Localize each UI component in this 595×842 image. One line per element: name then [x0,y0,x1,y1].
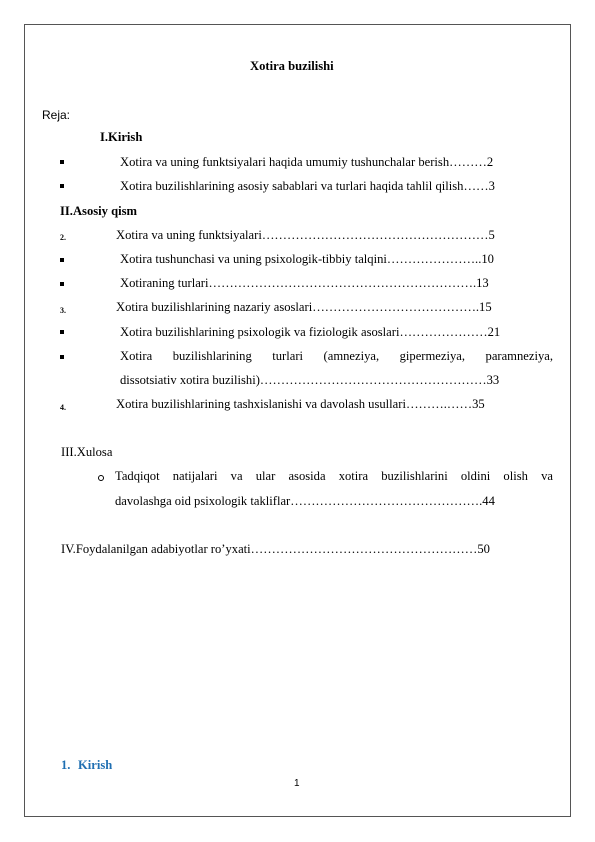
toc-entry[interactable]: Xotira buzilishlarining psixologik va fiziologik asoslari…………………21 [120,325,501,339]
section-3-heading: III.Xulosa [61,445,113,459]
list-number: 2. [60,233,66,242]
toc-entry-justified[interactable] [115,468,553,484]
reja-label: Reja: [42,108,71,122]
bullet-icon [60,355,64,359]
toc-word: ular [255,469,276,483]
toc-word: turlari [272,349,304,363]
toc-word: Xotira [120,349,153,363]
bullet-icon [60,258,64,262]
list-number: 3. [60,306,66,315]
toc-entry[interactable]: Xotira buzilishlarining tashxislanishi va davolash usullari……….……35 [116,397,485,411]
toc-word: xotira [338,469,369,483]
toc-word: natijalari [172,469,218,483]
toc-word: va [230,469,243,483]
document-title: Xotira buzilishi [250,59,334,73]
toc-entry[interactable]: Xotira va uning funktsiyalari………………………………………………5 [116,228,495,242]
section-2-heading: II.Asosiy qism [60,204,137,218]
bullet-icon [60,160,64,164]
toc-word: buzilishlarining [172,349,252,363]
section-1-heading: I.Kirish [100,130,143,144]
toc-entry[interactable]: Xotira buzilishlarining asosiy sabablari va turlari haqida tahlil qilish……3 [120,179,495,193]
toc-word: buzilishlarini [381,469,448,483]
toc-entry-continuation[interactable]: davolashga oid psixologik takliflar……………………………………….44 [115,494,495,508]
toc-entry[interactable]: Xotiraning turlari……………………………………………………….13 [120,276,489,290]
toc-entry[interactable]: Xotira va uning funktsiyalari haqida umumiy tushunchalar berish………2 [120,155,494,169]
list-number: 4. [60,403,66,412]
toc-entry[interactable]: Xotira tushunchasi va uning psixologik-tibbiy talqini…………………..10 [120,252,494,266]
toc-word: (amneziya, [323,349,380,363]
bullet-icon [60,184,64,188]
bullet-icon [60,330,64,334]
kirish-heading: Kirish [78,758,113,772]
toc-entry-continuation[interactable]: dissotsiativ xotira buzilishi)………………………………………………33 [120,373,500,387]
kirish-heading-number: 1. [61,758,71,772]
toc-word: gipermeziya, [399,349,466,363]
page-number: 1 [294,778,300,789]
toc-word: asosida [288,469,326,483]
toc-word: Tadqiqot [115,469,160,483]
toc-entry[interactable]: Xotira buzilishlarining nazariy asoslari………………………………….15 [116,300,492,314]
toc-word: olish [503,469,528,483]
section-4-entry[interactable]: IV.Foydalanilgan adabiyotlar ro’yxati………………………………………………50 [61,542,490,556]
bullet-icon [60,282,64,286]
toc-word: oldini [460,469,491,483]
toc-word: paramneziya, [485,349,553,363]
circle-bullet-icon [98,475,104,481]
toc-word: va [541,469,553,483]
toc-entry-justified[interactable] [120,348,553,364]
